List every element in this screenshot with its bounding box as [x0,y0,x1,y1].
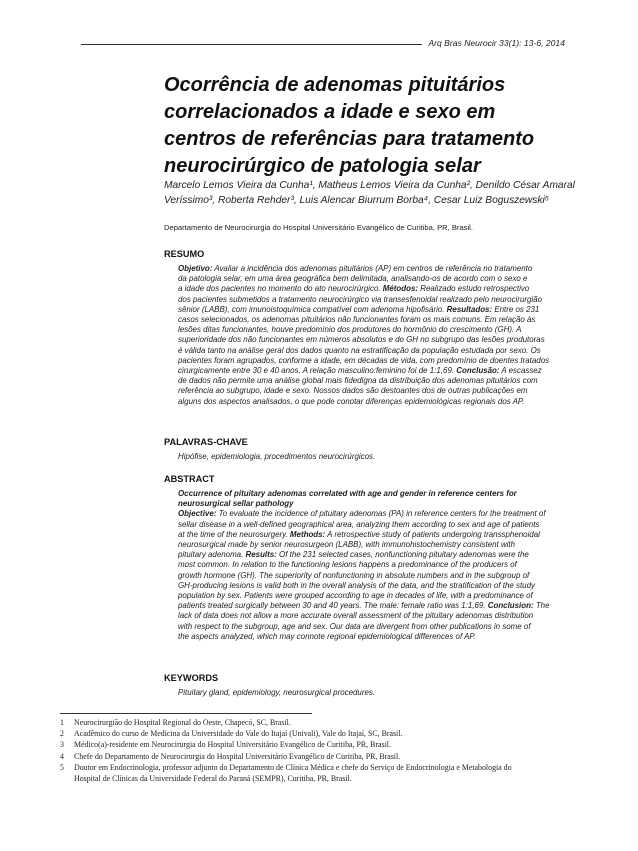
resumo-line: a idade dos pacientes no momento do ato neurocirúrgico. Métodos: Realizado estudo retrospectivo [178,284,530,294]
metodos-label: Métodos: [382,284,419,294]
abstract-line: GH-producing lesions is valid both in the overall analysis of the data, and the stratification of the study [178,580,535,590]
title-line: correlacionados a idade e sexo em [164,101,496,123]
footnote: 3 Médico(a)-residente em Neurocirurgia do Hospital Universitário Evangélico de Curitiba, PR, Brasil. [60,740,391,750]
resumo-line: de dados não permite uma análise global mais fidedigna da distribuição dos adenomas pituitários com [178,376,538,386]
article-title [164,72,584,180]
resumo-line: é válida tanto na análise geral dos dados quanto na estratificação da população estudada por sexo. Os [178,345,541,355]
footnote: 2 Acadêmico do curso de Medicina da Universidade do Vale do Itajaí (Univali), Vale do Itajaí, SC, Brasil. [60,729,403,739]
abstract-line: population by sex. Patients were grouped according to age in decades of life, with a predominance of [178,591,533,601]
resumo-line: dos pacientes submetidos a tratamento neurocirúrgico via transesfenoidal realizado pelo neurocirurgião [178,294,543,304]
abstract-line: lack of data does not allow a more accurate overall assessment of the pituitary adenomas distribution [178,611,534,621]
resultados-label: Resultados: [446,304,493,314]
resumo-line: pacientes foram agrupados, conforme a idade, em décadas de vida, com predomínio de doentes tratados [178,355,550,365]
abstract-line: growth hormone (GH). The superiority of nonfunctioning in absolute numbers and in the subgroup of [178,570,530,580]
abstract-line: neurosurgical made by senior neurosurgeon (LABB), with immunohistochemistry consistent with [178,540,516,550]
abstract-line: pituitary adenoma. Results: Of the 231 selected cases, nonfunctioning pituitary adenomas were the [178,550,529,560]
objective-label: Objective: [178,509,217,519]
resumo-line: Objetivo: Avaliar a incidência dos adenomas pituitários (AP) em centros de referência no tratamento [178,264,533,273]
authors [164,178,584,208]
abstract-body [178,489,564,642]
abstract-line: at the time of the neurosurgery. Methods: A retrospective study of patients undergoing transsphenoidal [178,529,540,539]
resumo-body [178,264,564,407]
conclusion-label: Conclusion: [487,601,534,611]
footnote-rule [60,713,312,714]
abstract-line: patients treated surgically between 30 and 40 years. The male: female ratio was 1:1,69. Conclusion: The [178,601,550,611]
resumo-line: alguns dos aspectos analisados, o que pode conotar diferenças epidemiológicas regionais dos AP. [178,396,525,406]
resumo-heading: RESUMO [164,249,205,259]
title-line: neurocirúrgico de patologia selar [164,155,481,177]
footnote: 5 Doutor em Endocrinologia, professor adjunto do Departamento de Clínica Médica e chefe do Serviço de Endocrinologia e Metabologia do [60,762,512,772]
keywords-body [178,688,564,698]
keywords-heading: KEYWORDS [164,673,219,683]
resumo-line: lesões ditas funcionantes, houve predomínio dos produtores do hormônio do crescimento (GH). A [178,325,522,335]
conclusao-label: Conclusão: [456,366,500,376]
abstract-line: with respect to the subgroup, age and sex. Our data are divergent from other publications in some of [178,621,531,631]
keywords-text: Pituitary gland, epidemiology, neurosurgical procedures. [178,688,376,697]
abstract-title-line: Occurrence of pituitary adenomas correlated with age and gender in reference centers for [178,489,517,498]
footnote: 1 Neurocirurgião do Hospital Regional do Oeste, Chapecó, SC, Brasil. [60,718,291,727]
abstract-line: most common. In relation to the functioning lesions happens a predominance of the producers of [178,560,517,570]
methods-label: Methods: [289,529,326,539]
abstract-line: sellar disease in a well-defined geographical area, analyzing them according to sex and age of patients [178,519,540,529]
resumo-line: referência ao subgrupo, idade e sexo. Nossos dados são destoantes dos de outras publicações em [178,386,528,396]
affiliation: Departamento de Neurocirurgia do Hospital Universitário Evangélico de Curitiba, PR, Brasil. [164,223,473,232]
abstract-heading: ABSTRACT [164,474,215,484]
palavras-chave-body [178,452,564,462]
palavras-chave-heading: PALAVRAS-CHAVE [164,437,248,447]
authors-line: Veríssimo³, Roberta Rehder³, Luis Alencar Biurrum Borba⁴, Cesar Luiz Boguszewski⁵ [164,195,550,206]
resumo-line: sênior (LABB), com imunoistoquímica compatível com adenoma hipofisário. Resultados: Entre os 231 [178,304,540,314]
abstract-title-line: neurosurgical sellar pathology [178,499,294,509]
results-label: Results: [245,550,277,560]
resumo-line: casos selecionados, os adenomas pituitários não funcionantes foram os mais comuns. Em relação às [178,315,536,325]
authors-line: Marcelo Lemos Vieira da Cunha¹, Matheus Lemos Vieira da Cunha², Denildo César Amaral [164,180,575,191]
footnote: 4 Chefe do Departamento de Neurocirurgia do Hospital Universitário Evangélico de Curitiba, PR, Brasil. [60,751,401,761]
footnote: Hospital de Clínicas da Universidade Federal do Paraná (SEMPR), Curitiba, PR, Brasil. [74,774,352,784]
footnotes [60,717,590,784]
objetivo-label: Objetivo: [178,264,213,273]
header-rule [81,44,422,45]
resumo-line: da patologia selar, em uma área geográfica bem delimitada, analisando-os de acordo com o sexo e [178,274,528,284]
resumo-line: cirurgicamente entre 30 e 40 anos. A relação masculino:feminino foi de 1:1,69. Conclusão: A escassez [178,366,542,376]
abstract-line: Objective: To evaluate the incidence of pituitary adenomas (PA) in reference centers for the treatment of [178,509,546,519]
journal-reference: Arq Bras Neurocir 33(1): 13-6, 2014 [428,38,565,48]
resumo-line: superioridade dos não funcionantes em números absolutos e do GH no subgrupo das lesões produtoras [178,335,545,345]
abstract-line: the aspects analyzed, which may connote regional epidemiological differences of AP. [178,631,476,641]
title-line: centros de referências para tratamento [164,128,535,150]
title-line: Ocorrência de adenomas pituitários [164,74,506,96]
palavras-chave-text: Hipófise, epidemiologia, procedimentos neurocirúrgicos. [178,452,376,461]
